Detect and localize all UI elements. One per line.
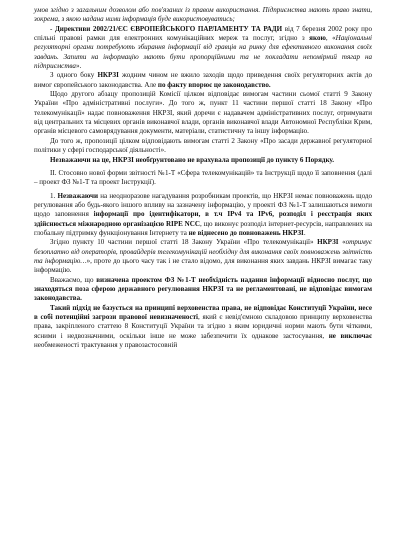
item-10-quote: отримує безоплатно від операторів, провайдерів телекомунікацій необхідну для виконання своїх повноважень звітність та інформацію…: [34, 238, 372, 265]
directive-quote: Національні регуляторні органи потребують збирання інформації від гравців на ринку для ефективного виконання своїх завдань. Запити на інформацію мають бути пропорційними та не покладати непомірний тягар на підприємства: [34, 34, 373, 71]
reason-fact: по факту впорює це законодавство.: [157, 80, 271, 89]
item-10-text-1: Згідно пункту 10 частини першої статті 18 Закону України «Про телекомунікації»: [50, 238, 318, 247]
directive-paragraph: [34, 25, 372, 72]
item-1-number: 1.: [50, 191, 58, 200]
last-bold-1: Такий підхід не базується на принципі верховенства права, не відповідає Конституції України, несе в собі потенційні загрози правової невизначеності: [34, 303, 372, 321]
directive-which: якою: [309, 34, 326, 43]
last-text-2: необмеженості трактування у правозастосовній: [34, 341, 178, 350]
item-1-text-2: , що виконує розподіл інтернет-ресурсів, направлених на глобальну підтримку функціонування Інтернету та: [34, 219, 372, 237]
reason-paragraph: [34, 71, 372, 90]
conclusion-paragraph: [34, 276, 372, 304]
item-1-text-3: .: [303, 228, 306, 237]
directive-quote-open: , «: [325, 34, 336, 43]
item-1-not-assigned: не віднесено до повноважень НКРЗІ: [188, 228, 304, 237]
conclusion-text: Вважаємо, що: [50, 275, 97, 284]
reason-text-2: жодним чином не вжило заходів щодо приведення своїх регуляторних актів до вимог європейського законодавства. Але: [34, 71, 373, 89]
item-1-lead: Незважаючи: [57, 191, 99, 200]
last-paragraph: [34, 304, 372, 351]
directive-text: від 7 березня 2002 року про спільні правові рамки для електронних комунікаційних мереж та послуг, згідно з: [34, 24, 372, 43]
second-paragraph: Щодо другого абзацу пропозицій Комісії цілком відповідає вимогам частини сьомої статті 9 Закону України «Про адміністративні послуги». До того ж, пункт 11 частини першої статті 18 Закону «Про телекомунікації» надає повноваження НКРЗІ, який доречи є надавачем адміністративних послуг, отримувати від центральних та місцевих органів виконавчої влади, органів виконавчої влади Автономної Республіки Крим, органів місцевого самоврядування документи, матеріали, статистичну та іншу інформацію.: [34, 90, 372, 136]
item-1-paragraph: [34, 192, 372, 239]
intro-continuation: [34, 6, 372, 25]
item-10-text-3: », проте до цього часу так і не стало відомо, для виконання яких завдань НКРЗІ вимагає таку інформацію.: [34, 256, 372, 275]
reason-text-1: З одного боку: [50, 71, 98, 80]
item-10-paragraph: [34, 238, 372, 275]
directive-prefix: -: [50, 24, 55, 33]
notice-paragraph: Незважаючи на це, НКРЗІ необґрунтовано не врахувала пропозиції до пункту 6 Порядку.: [50, 155, 335, 164]
last-text-1: , який є невід'ємною складовою принципу верховенства права, закріпленого статтею 8 Конституції України та згідно з яким юридичні норми мають бути чіткими, ясними і недвозначними, оскільки інше не може забезпечити їх однакове застосування,: [34, 313, 372, 340]
intro-italic-text: умов згідно з загальним дозволом або пов'язаних із правом використання. Підприємства мають право знати, зокрема, з якою надана ними інформація буде використовуватись;: [34, 6, 372, 24]
item-10-nkrzi: НКРЗІ: [317, 238, 339, 247]
last-bold-2: не виключає: [328, 331, 372, 340]
third-paragraph: До того ж, пропозиції цілком відповідають вимогам статті 2 Закону «Про засади державної регуляторної політики у сфері господарської діяльності».: [34, 136, 372, 155]
item-10-quote-open: «: [338, 238, 346, 247]
item-1-text-1: на неодноразове нагадування розробникам проектів, що НКРЗІ немає повноважень щодо регулювання або будь-якого іншого впливу на зазначену інформацію, у проекті ФЗ №1-Т залишаються вимоги щодо заповнення: [34, 191, 373, 219]
directive-title: Директиви 2002/21/ЄС ЄВРОПЕЙСЬКОГО ПАРЛАМЕНТУ ТА РАДИ: [54, 24, 283, 33]
conclusion-bold: визначена проектом ФЗ №1-Т необхідність надання інформації відносно послуг, що знаходяться поза сферою державного регулювання НКРЗІ та не регламентовані, не відповідає вимогам законодавства.: [34, 275, 372, 303]
item-1-info: інформації про ідентифікатори, в т.ч IPv4 та IPv6, розподіл і реєстрація яких здійснюється міжнародною організацією RIPE NCC: [34, 210, 372, 228]
directive-quote-close: ».: [75, 62, 82, 71]
section-2-heading: ІІ. Стосовно нової форми звітності №1-Т «Сфера телекомунікацій» та Інструкції щодо її заповнення (далі – проект ФЗ №1-Т та проект Інструкції).: [34, 168, 372, 187]
reason-nkrzi: НКРЗІ: [97, 71, 119, 80]
